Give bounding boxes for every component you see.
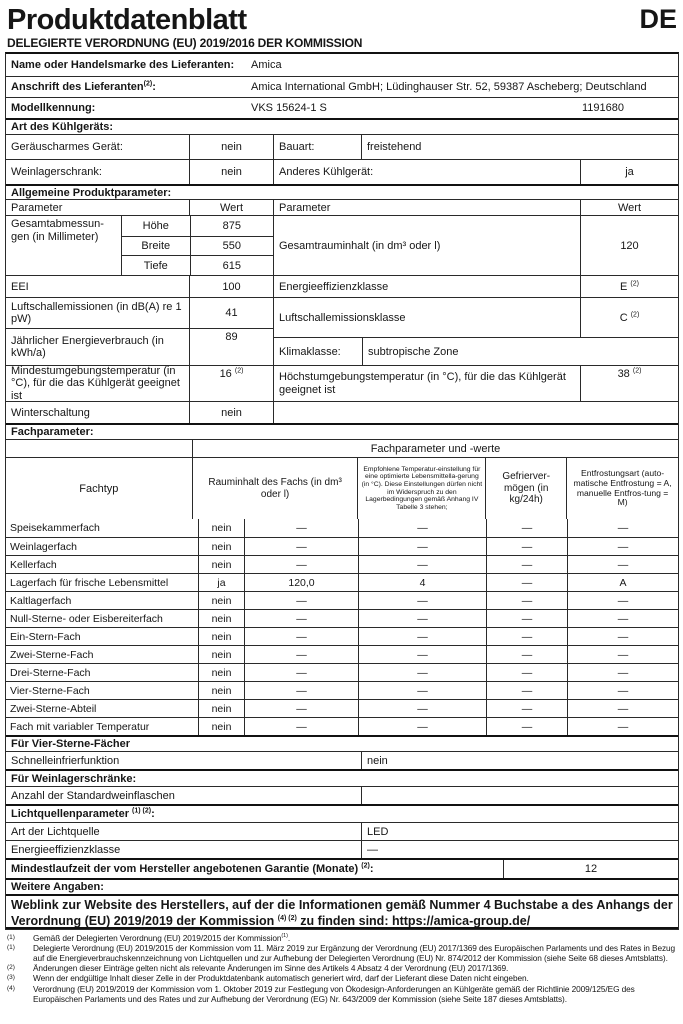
compartment-name: Fach mit variabler Temperatur [10,720,150,733]
compartment-present: nein [198,700,244,717]
compartment-row [6,699,678,717]
compartment-row [6,591,678,609]
compartment-freeze: — [486,556,567,573]
wine-storage-row [6,159,678,184]
annual-energy-row [6,328,273,365]
supplier-address-value: Amica International GmbH; Lüdinghauser Str. 52, 59387 Ascheberg; Deutschland [251,81,647,93]
annual-energy-value: 89 [189,329,273,365]
value-header-right: Wert [580,200,678,215]
noise-energy-left [6,298,273,365]
section-compartments: Fachparameter: [6,423,678,439]
compartment-name: Zwei-Sterne-Fach [10,648,94,661]
total-volume-value: 120 [580,216,678,275]
compartment-freeze: — [486,592,567,609]
compartment-present: ja [198,574,244,591]
compartment-defrost: — [567,664,678,681]
section-appliance-type: Art des Kühlgeräts: [6,118,678,134]
supplier-name-label: Name oder Handelsmarke des Lieferanten: [11,59,235,71]
ambient-temp-row [6,365,678,401]
compartment-freeze: — [486,574,567,591]
low-noise-value: nein [189,135,273,159]
noise-value: 41 [189,298,273,328]
compartment-freeze: — [486,718,567,735]
compartment-name: Zwei-Sterne-Abteil [10,702,97,715]
compartment-defrost: — [567,646,678,663]
compartment-defrost: — [567,538,678,555]
compartment-freeze: — [486,646,567,663]
light-source-value: LED [361,823,678,840]
compartment-row [6,519,678,537]
compartment-volume: — [244,610,358,627]
noise-label: Luftschallemissionen (in dB(A) re 1 pW) [11,300,182,325]
model-id: 1191680 [581,102,624,114]
winter-setting-label: Winterschaltung [11,406,90,419]
compartment-temp: — [358,664,486,681]
footnote-text: Delegierte Verordnung (EU) 2019/2015 der Kommission vom 11. März 2019 zur Ergänzung der Verordnung (EU) 2017/1369 des Europäischen Parlaments und des Rates in Bezug auf die Energieverbrauchskennzeichnung von Lichtquellen und zur Aufhebung der Delegierten Verordnung (EU) Nr. 874/2012 der Kommission (siehe Seite 68 dieses Amtsblatts). [33,943,676,964]
light-source-label: Art der Lichtquelle [11,825,100,838]
guarantee-row [6,858,678,878]
annual-energy-label: Jährlicher Energieverbrauch (in kWh/a) [11,334,164,359]
manufacturer-weblink[interactable]: https://amica-group.de/ [391,913,531,928]
noise-energy-band [6,297,678,365]
compartment-row [6,663,678,681]
footnote-marker: (2) [7,964,15,972]
compartment-temp: — [358,519,486,537]
max-temp-label: Höchstumgebungstemperatur (in °C), für die das Kühlgerät geeignet ist [273,366,580,401]
other-appliance-label: Anderes Kühlgerät: [273,160,580,184]
compartment-freeze: — [486,610,567,627]
compartment-defrost: — [567,628,678,645]
col-header-temp: Empfohlene Temperatur-einstellung für eine optimierte Lebensmittella-gerung (in °C). Diese Einstellungen dürfen nicht im Widerspruch zu den Lagerbedingungen gemäß Anhang IV Tabelle 3 stehen; [357,458,485,519]
compartment-defrost: — [567,556,678,573]
compartment-present: nein [198,538,244,555]
footnotes [5,930,679,1004]
compartment-volume: — [244,592,358,609]
compartment-defrost: — [567,700,678,717]
compartment-volume: — [244,664,358,681]
section-wine: Für Weinlagerschränke: [6,769,678,786]
compartment-row [6,627,678,645]
compartment-defrost: — [567,592,678,609]
winter-setting-row [6,401,678,423]
model-row [6,97,678,118]
noise-class-row [274,298,678,337]
fast-freeze-label: Schnelleinfrierfunktion [11,754,120,767]
param-header-right: Parameter [273,200,580,215]
dimensions-row [6,215,678,275]
climate-class-row [274,337,678,365]
footnote-text: Änderungen dieser Einträge gelten nicht als relevante Änderungen im Sinne des Artikels 4 Absatz 4 der Verordnung (EU) 2017/1369. [33,963,509,974]
dimension-row [122,255,273,275]
compartment-defrost: — [567,682,678,699]
energy-class-value: E $^{(2)}$ [580,276,678,297]
dimension-row [122,216,273,236]
light-energy-class-row [6,840,678,858]
eei-value: 100 [189,276,273,297]
col-header-freeze: Gefrierver-mögen (in kg/24h) [485,458,566,519]
col-header-volume: Rauminhalt des Fachs (in dm³ oder l) [192,458,358,519]
dimension-value: 615 [190,256,273,275]
noise-energy-right [273,298,678,365]
noise-class-label: Luftschallemissionsklasse [279,311,406,324]
compartment-temp: — [358,556,486,573]
compartment-row [6,645,678,663]
compartment-name: Null-Sterne- oder Eisbereiterfach [10,612,163,625]
compartment-present: nein [198,610,244,627]
compartment-row [6,537,678,555]
compartment-temp: — [358,646,486,663]
model-value: VKS 15624-1 S [251,102,327,114]
compartment-present: nein [198,592,244,609]
low-noise-row [6,134,678,159]
compartment-present: nein [198,718,244,735]
section-general: Allgemeine Produktparameter: [6,184,678,199]
winter-setting-value: nein [189,402,273,423]
compartments-column-header-row [6,457,678,519]
compartment-defrost: — [567,519,678,537]
footnote-text: Wenn der endgültige Inhalt dieser Zelle in der Produktdatenbank automatisch generiert wird, darf der Lieferant diese Daten nicht eingeben. [33,973,529,984]
dimension-name: Höhe [142,219,169,232]
compartment-name: Speisekammerfach [10,522,100,534]
footnote-marker: (4) [7,984,15,992]
light-energy-class-label: Energieeffizienzklasse [11,843,121,856]
compartment-freeze: — [486,519,567,537]
energy-class-label: Energieeffizienzklasse [273,276,580,297]
dimension-name: Breite [141,239,171,252]
compartment-temp: — [358,682,486,699]
compartment-volume: 120,0 [244,574,358,591]
compartment-defrost: — [567,718,678,735]
compartment-temp: — [358,538,486,555]
low-noise-label: Geräuscharmes Gerät: [11,141,123,153]
section-additional: Weitere Angaben: [6,878,678,894]
compartment-name: Ein-Stern-Fach [10,630,81,643]
compartment-freeze: — [486,538,567,555]
section-light: Lichtquellenparameter $^{(1) (2)}$: [6,804,678,822]
compartment-row [6,555,678,573]
footnote [7,943,677,963]
other-appliance-value: ja [580,160,678,184]
compartment-defrost: — [567,610,678,627]
weblink-paragraph: Weblink zur Website des Herstellers, auf der die Informationen gemäß Nummer 4 Buchstabe a des Anhangs der Verordnung (EU) 2019/2019 der Kommission $^{(4) (2)}$ zu finden sind: https://amica-group.de/ [11,898,673,928]
dimension-value: 550 [190,237,273,256]
eei-row [6,275,678,297]
light-energy-class-value: — [361,841,678,858]
compartments-body [6,519,678,735]
title-bar [5,4,679,35]
compartment-defrost: A [567,574,678,591]
dimensions-label: Gesamtabmessun-gen (in Millimeter) [11,218,104,243]
wine-bottles-label: Anzahl der Standardweinflaschen [11,789,175,802]
compartment-present: nein [198,628,244,645]
wine-bottles-row [6,786,678,804]
datasheet-table [5,52,679,930]
footnote [7,984,677,1004]
min-temp-label: Mindestumgebungstemperatur (in °C), für die das Kühlgerät geeignet ist [11,366,180,401]
compartment-freeze: — [486,682,567,699]
compartment-freeze: — [486,628,567,645]
compartment-name: Kaltlagerfach [10,594,72,607]
compartment-name: Lagerfach für frische Lebensmittel [10,576,169,589]
compartment-present: nein [198,646,244,663]
design-label: Bauart: [273,135,361,159]
compartment-present: nein [198,682,244,699]
guarantee-label: Mindestlaufzeit der vom Hersteller angebotenen Garantie (Monate) $^{(2)}$: [11,862,374,875]
dimension-name: Tiefe [143,259,168,272]
guarantee-value: 12 [503,860,678,878]
compartment-row [6,573,678,591]
compartments-header-spacer [6,440,192,457]
wine-storage-value: nein [189,160,273,184]
winter-setting-empty-cell [273,402,678,423]
compartment-volume: — [244,538,358,555]
light-source-row [6,822,678,840]
param-header-left: Parameter [11,201,63,214]
footnote-marker: (1) [7,934,15,941]
compartment-row [6,609,678,627]
eei-label: EEI [11,280,29,293]
compartment-row [6,681,678,699]
fast-freeze-row [6,751,678,769]
compartments-group-header-row [6,439,678,457]
compartment-name: Vier-Sterne-Fach [10,684,90,697]
footnote [7,973,677,983]
min-temp-value: 16 $^{(2)}$ [189,366,273,401]
wine-storage-label: Weinlagerschrank: [11,166,102,178]
design-value: freistehend [361,135,678,159]
compartment-present: nein [198,664,244,681]
compartment-present: nein [198,556,244,573]
total-volume-label: Gesamtrauminhalt (in dm³ oder l) [273,216,580,275]
compartment-name: Kellerfach [10,558,57,571]
dimensions-subtable [121,216,273,275]
fast-freeze-value: nein [361,752,678,769]
country-code: DE [639,4,677,34]
supplier-name-value: Amica [251,59,282,71]
noise-row [6,298,273,328]
footnote [7,963,677,973]
max-temp-value: 38 $^{(2)}$ [580,366,678,401]
weblink-row [6,894,678,929]
compartment-present: nein [198,519,244,537]
wine-bottles-value [361,787,678,804]
climate-class-value: subtropische Zone [362,338,678,365]
compartment-volume: — [244,628,358,645]
compartment-temp: — [358,628,486,645]
footnote-text: Verordnung (EU) 2019/2019 der Kommission vom 1. Oktober 2019 zur Festlegung von Ökodesign-Anforderungen an Kühlgeräte gemäß der Richtlinie 2009/125/EG des Europäischen Parlaments und des Rates und zur Aufhebung der Verordnung (EG) Nr. 643/2009 der Kommission (siehe Seite 187 dieses Amtsblatts). [33,983,635,1004]
compartment-temp: 4 [358,574,486,591]
compartment-row [6,717,678,735]
compartment-volume: — [244,718,358,735]
col-header-type: Fachtyp [79,482,119,495]
page-title: Produktdatenblatt [7,3,247,36]
compartment-volume: — [244,519,358,537]
compartment-temp: — [358,592,486,609]
compartment-freeze: — [486,664,567,681]
footnote-marker: (1) [7,944,15,952]
compartment-temp: — [358,610,486,627]
section-four-star: Für Vier-Sterne-Fächer [6,735,678,751]
general-header-row [6,199,678,215]
climate-class-label: Klimaklasse: [279,345,341,358]
compartment-temp: — [358,700,486,717]
compartment-volume: — [244,646,358,663]
footnote-text: Gemäß der Delegierten Verordnung (EU) 2019/2015 der Kommission$^{(1)}$. [33,933,291,943]
footnote [7,933,677,943]
supplier-name-row [6,54,678,76]
model-label: Modellkennung: [11,102,96,114]
supplier-address-row [6,76,678,97]
compartment-volume: — [244,682,358,699]
compartment-freeze: — [486,700,567,717]
compartment-volume: — [244,700,358,717]
dimension-value: 875 [190,216,273,236]
regulation-subtitle: DELEGIERTE VERORDNUNG (EU) 2019/2016 DER KOMMISSION [7,36,363,50]
value-header-left: Wert [189,200,273,215]
compartments-group-header: Fachparameter und -werte [192,440,678,457]
footnote-marker: (3) [7,974,15,982]
noise-class-value: C $^{(2)}$ [580,298,678,337]
compartment-name: Drei-Sterne-Fach [10,666,91,679]
col-header-defrost: Entfrostungsart (auto-matische Entfrostung = A, manuelle Entfros-tung = M) [566,458,678,519]
supplier-address-label: Anschrift des Lieferanten$^{(2)}$: [11,80,156,93]
compartment-temp: — [358,718,486,735]
compartment-volume: — [244,556,358,573]
compartment-name: Weinlagerfach [10,540,77,553]
dimension-row [122,236,273,256]
